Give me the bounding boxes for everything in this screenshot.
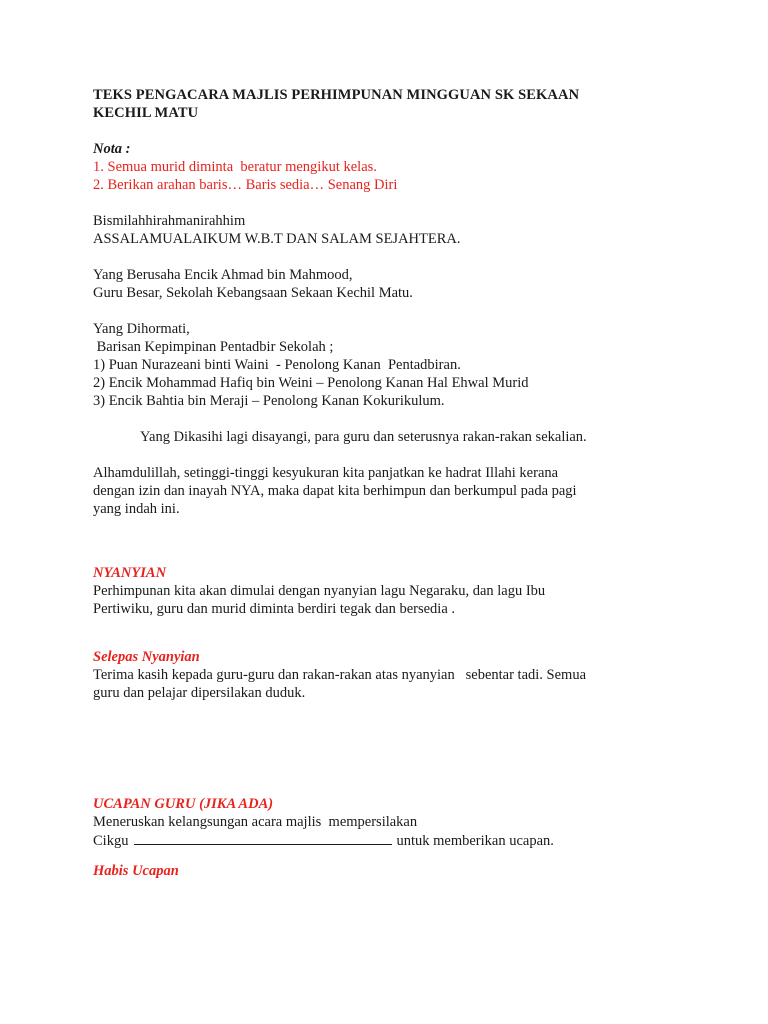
title-line-1: TEKS PENGACARA MAJLIS PERHIMPUNAN MINGGUAN SK SEKAAN	[93, 87, 580, 103]
greeting-section	[93, 212, 693, 248]
dikasihi-line: Yang Dikasihi lagi disayangi, para guru dan seterusnya rakan-rakan sekalian.	[140, 429, 587, 445]
document-page	[93, 86, 693, 880]
dihormati-label: Yang Dihormati,	[93, 321, 190, 337]
nyanyian-line-2: Pertiwiku, guru dan murid diminta berdiri tegak dan bersedia .	[93, 601, 456, 617]
nota-item-2: 2. Berikan arahan baris… Baris sedia… Senang Diri	[93, 177, 398, 193]
selepas-nyanyian-section	[93, 648, 693, 702]
selepas-nyanyian-line-1: Terima kasih kepada guru-guru dan rakan-rakan atas nyanyian sebentar tadi. Semua	[93, 667, 586, 683]
nota-item-1: 1. Semua murid diminta beratur mengikut kelas.	[93, 159, 377, 175]
dihormati-group: Barisan Kepimpinan Pentadbir Sekolah ;	[93, 339, 334, 355]
nyanyian-section	[93, 564, 693, 618]
ucapan-suffix: untuk memberikan ucapan.	[396, 833, 554, 849]
teacher-name-blank[interactable]	[134, 831, 392, 845]
document-title	[93, 86, 693, 122]
alhamdulillah-line-3: yang indah ini.	[93, 501, 180, 517]
habis-ucapan-section	[93, 862, 693, 880]
nyanyian-heading: NYANYIAN	[93, 565, 167, 581]
habis-ucapan-heading: Habis Ucapan	[93, 863, 179, 879]
cikgu-label: Cikgu	[93, 833, 129, 849]
greeting-salam: ASSALAMUALAIKUM W.B.T DAN SALAM SEJAHTERA.	[93, 231, 461, 247]
selepas-nyanyian-heading: Selepas Nyanyian	[93, 649, 200, 665]
ucapan-guru-heading: UCAPAN GURU (JIKA ADA)	[93, 796, 274, 812]
title-line-2: KECHIL MATU	[93, 105, 199, 121]
dihormati-item-1: 1) Puan Nurazeani binti Waini - Penolong Kanan Pentadbiran.	[93, 357, 461, 373]
alhamdulillah-line-2: dengan izin dan inayah NYA, maka dapat kita berhimpun dan berkumpul pada pagi	[93, 483, 577, 499]
alhamdulillah-paragraph	[93, 464, 693, 518]
nota-label: Nota :	[93, 141, 131, 157]
headmaster-title: Guru Besar, Sekolah Kebangsaan Sekaan Kechil Matu.	[93, 285, 413, 301]
ucapan-guru-section	[93, 795, 693, 850]
selepas-nyanyian-line-2: guru dan pelajar dipersilakan duduk.	[93, 685, 306, 701]
alhamdulillah-line-1: Alhamdulillah, setinggi-tinggi kesyukuran kita panjatkan ke hadrat Illahi kerana	[93, 465, 559, 481]
nyanyian-line-1: Perhimpunan kita akan dimulai dengan nyanyian lagu Negaraku, dan lagu Ibu	[93, 583, 546, 599]
ucapan-guru-line-1: Meneruskan kelangsungan acara majlis mempersilakan	[93, 814, 418, 830]
greeting-bismillah: Bismilahhirahmanirahhim	[93, 213, 246, 229]
dihormati-section	[93, 320, 693, 410]
headmaster-name: Yang Berusaha Encik Ahmad bin Mahmood,	[93, 267, 353, 283]
nota-section	[93, 140, 693, 194]
headmaster-section	[93, 266, 693, 302]
dihormati-item-3: 3) Encik Bahtia bin Meraji – Penolong Kanan Kokurikulum.	[93, 393, 445, 409]
dihormati-item-2: 2) Encik Mohammad Hafiq bin Weini – Penolong Kanan Hal Ehwal Murid	[93, 375, 529, 391]
ucapan-guru-line-2	[93, 831, 693, 850]
